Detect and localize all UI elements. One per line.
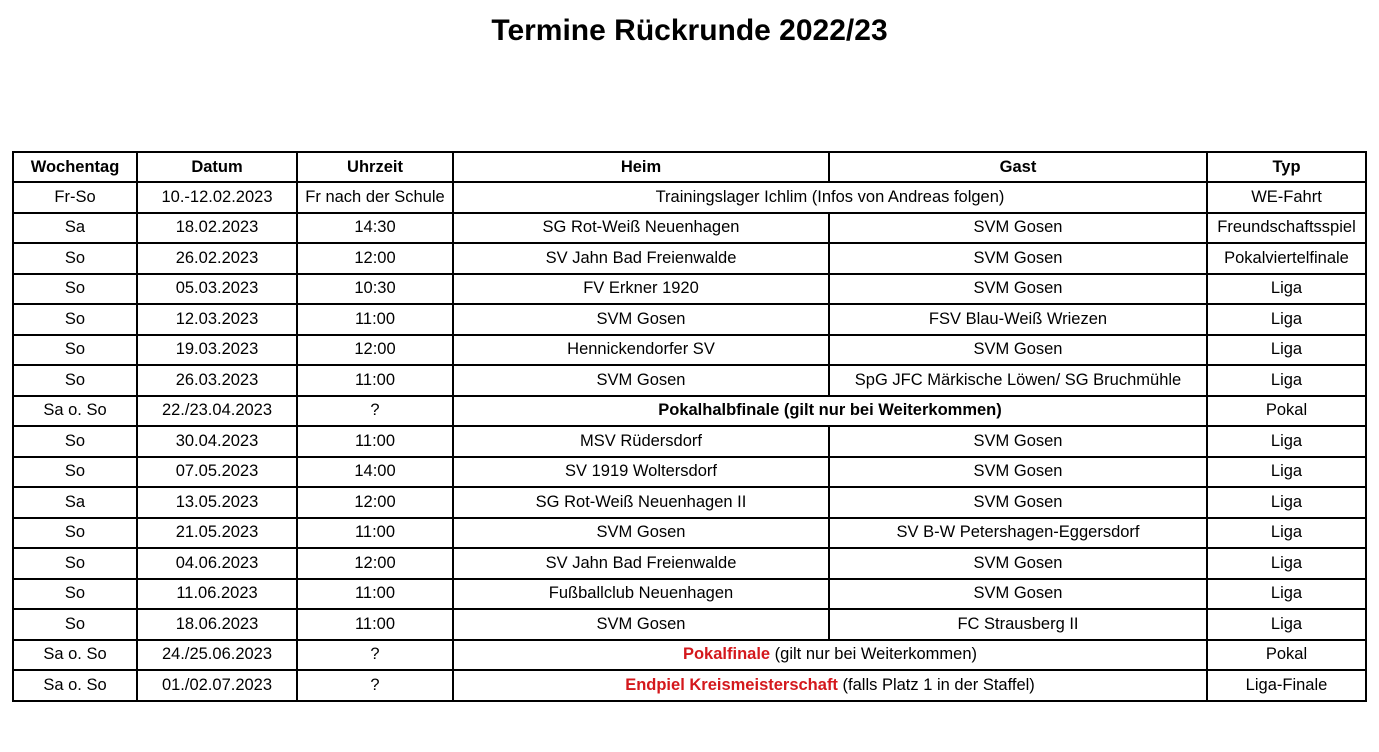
cell-event: Trainingslager Ichlim (Infos von Andreas folgen) xyxy=(453,182,1207,213)
cell-wochentag: So xyxy=(13,304,137,335)
cell-uhrzeit: ? xyxy=(297,396,453,427)
cell-gast: SVM Gosen xyxy=(829,335,1207,366)
schedule-table xyxy=(12,151,1367,702)
col-header-heim: Heim xyxy=(453,152,829,182)
event-note: (falls Platz 1 in der Staffel) xyxy=(837,675,1035,694)
cell-event xyxy=(453,670,1207,701)
cell-wochentag: So xyxy=(13,518,137,549)
event-highlight: Pokalfinale xyxy=(682,645,771,664)
cell-datum: 10.-12.02.2023 xyxy=(137,182,297,213)
cell-heim: SG Rot-Weiß Neuenhagen II xyxy=(453,487,829,518)
cell-heim: MSV Rüdersdorf xyxy=(453,426,829,457)
cell-wochentag: So xyxy=(13,426,137,457)
table-row xyxy=(13,396,1366,427)
table-row xyxy=(13,304,1366,335)
cell-typ: Pokal xyxy=(1207,640,1366,671)
cell-typ: Freundschaftsspiel xyxy=(1207,213,1366,244)
cell-datum: 13.05.2023 xyxy=(137,487,297,518)
header-row xyxy=(13,152,1366,182)
cell-wochentag: So xyxy=(13,365,137,396)
cell-wochentag: Sa o. So xyxy=(13,396,137,427)
cell-gast: SVM Gosen xyxy=(829,274,1207,305)
cell-typ: Liga xyxy=(1207,365,1366,396)
cell-heim: FV Erkner 1920 xyxy=(453,274,829,305)
cell-heim: SV Jahn Bad Freienwalde xyxy=(453,548,829,579)
cell-uhrzeit: 12:00 xyxy=(297,243,453,274)
cell-heim: SVM Gosen xyxy=(453,365,829,396)
cell-gast: SVM Gosen xyxy=(829,243,1207,274)
cell-uhrzeit: Fr nach der Schule xyxy=(297,182,453,213)
cell-typ: WE-Fahrt xyxy=(1207,182,1366,213)
cell-wochentag: Sa o. So xyxy=(13,670,137,701)
table-row xyxy=(13,670,1366,701)
table-row xyxy=(13,640,1366,671)
table-row xyxy=(13,182,1366,213)
cell-datum: 12.03.2023 xyxy=(137,304,297,335)
cell-event: Pokalhalbfinale (gilt nur bei Weiterkommen) xyxy=(453,396,1207,427)
cell-datum: 24./25.06.2023 xyxy=(137,640,297,671)
table-row xyxy=(13,579,1366,610)
cell-uhrzeit: 14:00 xyxy=(297,457,453,488)
cell-uhrzeit: 11:00 xyxy=(297,609,453,640)
cell-uhrzeit: 11:00 xyxy=(297,518,453,549)
cell-heim: SG Rot-Weiß Neuenhagen xyxy=(453,213,829,244)
cell-datum: 22./23.04.2023 xyxy=(137,396,297,427)
cell-datum: 30.04.2023 xyxy=(137,426,297,457)
cell-wochentag: Sa xyxy=(13,213,137,244)
table-row xyxy=(13,365,1366,396)
cell-gast: SVM Gosen xyxy=(829,213,1207,244)
col-header-uhrzeit: Uhrzeit xyxy=(297,152,453,182)
cell-uhrzeit: 11:00 xyxy=(297,304,453,335)
cell-heim: Hennickendorfer SV xyxy=(453,335,829,366)
table-row xyxy=(13,335,1366,366)
cell-gast: FSV Blau-Weiß Wriezen xyxy=(829,304,1207,335)
cell-uhrzeit: 11:00 xyxy=(297,579,453,610)
cell-datum: 26.03.2023 xyxy=(137,365,297,396)
cell-gast: SV B-W Petershagen-Eggersdorf xyxy=(829,518,1207,549)
table-row xyxy=(13,548,1366,579)
cell-typ: Liga-Finale xyxy=(1207,670,1366,701)
page-title: Termine Rückrunde 2022/23 xyxy=(491,14,888,47)
cell-heim: SVM Gosen xyxy=(453,609,829,640)
cell-typ: Pokalviertelfinale xyxy=(1207,243,1366,274)
col-header-gast: Gast xyxy=(829,152,1207,182)
cell-typ: Liga xyxy=(1207,335,1366,366)
cell-gast: FC Strausberg II xyxy=(829,609,1207,640)
cell-datum: 21.05.2023 xyxy=(137,518,297,549)
col-header-datum: Datum xyxy=(137,152,297,182)
cell-wochentag: So xyxy=(13,274,137,305)
cell-heim: SVM Gosen xyxy=(453,518,829,549)
cell-uhrzeit: 11:00 xyxy=(297,365,453,396)
table-row xyxy=(13,487,1366,518)
col-header-wochentag: Wochentag xyxy=(13,152,137,182)
cell-typ: Liga xyxy=(1207,304,1366,335)
cell-event xyxy=(453,640,1207,671)
cell-heim: SV Jahn Bad Freienwalde xyxy=(453,243,829,274)
cell-uhrzeit: ? xyxy=(297,640,453,671)
cell-gast: SVM Gosen xyxy=(829,487,1207,518)
cell-datum: 05.03.2023 xyxy=(137,274,297,305)
cell-typ: Liga xyxy=(1207,274,1366,305)
table-row xyxy=(13,426,1366,457)
cell-typ: Liga xyxy=(1207,518,1366,549)
cell-wochentag: So xyxy=(13,548,137,579)
cell-wochentag: So xyxy=(13,335,137,366)
cell-wochentag: Sa xyxy=(13,487,137,518)
cell-typ: Liga xyxy=(1207,426,1366,457)
cell-heim: Fußballclub Neuenhagen xyxy=(453,579,829,610)
event-highlight: Endpiel Kreismeisterschaft xyxy=(625,675,838,694)
cell-datum: 01./02.07.2023 xyxy=(137,670,297,701)
cell-wochentag: So xyxy=(13,579,137,610)
cell-datum: 18.06.2023 xyxy=(137,609,297,640)
event-note: (gilt nur bei Weiterkommen) xyxy=(770,645,978,664)
cell-datum: 04.06.2023 xyxy=(137,548,297,579)
cell-uhrzeit: 14:30 xyxy=(297,213,453,244)
cell-uhrzeit: 12:00 xyxy=(297,487,453,518)
cell-wochentag: So xyxy=(13,243,137,274)
cell-datum: 18.02.2023 xyxy=(137,213,297,244)
table-row xyxy=(13,243,1366,274)
cell-uhrzeit: 12:00 xyxy=(297,335,453,366)
cell-gast: SVM Gosen xyxy=(829,548,1207,579)
table-row xyxy=(13,274,1366,305)
cell-gast: SpG JFC Märkische Löwen/ SG Bruchmühle xyxy=(829,365,1207,396)
table-row xyxy=(13,609,1366,640)
table-row xyxy=(13,213,1366,244)
cell-uhrzeit: 12:00 xyxy=(297,548,453,579)
cell-uhrzeit: 11:00 xyxy=(297,426,453,457)
col-header-typ: Typ xyxy=(1207,152,1366,182)
cell-typ: Pokal xyxy=(1207,396,1366,427)
cell-wochentag: Sa o. So xyxy=(13,640,137,671)
table-row xyxy=(13,457,1366,488)
cell-datum: 11.06.2023 xyxy=(137,579,297,610)
cell-wochentag: So xyxy=(13,457,137,488)
cell-wochentag: So xyxy=(13,609,137,640)
cell-typ: Liga xyxy=(1207,487,1366,518)
cell-typ: Liga xyxy=(1207,457,1366,488)
cell-heim: SV 1919 Woltersdorf xyxy=(453,457,829,488)
cell-uhrzeit: 10:30 xyxy=(297,274,453,305)
table-row xyxy=(13,518,1366,549)
cell-gast: SVM Gosen xyxy=(829,457,1207,488)
cell-heim: SVM Gosen xyxy=(453,304,829,335)
cell-datum: 07.05.2023 xyxy=(137,457,297,488)
cell-typ: Liga xyxy=(1207,548,1366,579)
cell-datum: 26.02.2023 xyxy=(137,243,297,274)
cell-uhrzeit: ? xyxy=(297,670,453,701)
cell-gast: SVM Gosen xyxy=(829,426,1207,457)
cell-datum: 19.03.2023 xyxy=(137,335,297,366)
cell-typ: Liga xyxy=(1207,609,1366,640)
cell-gast: SVM Gosen xyxy=(829,579,1207,610)
cell-typ: Liga xyxy=(1207,579,1366,610)
cell-wochentag: Fr-So xyxy=(13,182,137,213)
